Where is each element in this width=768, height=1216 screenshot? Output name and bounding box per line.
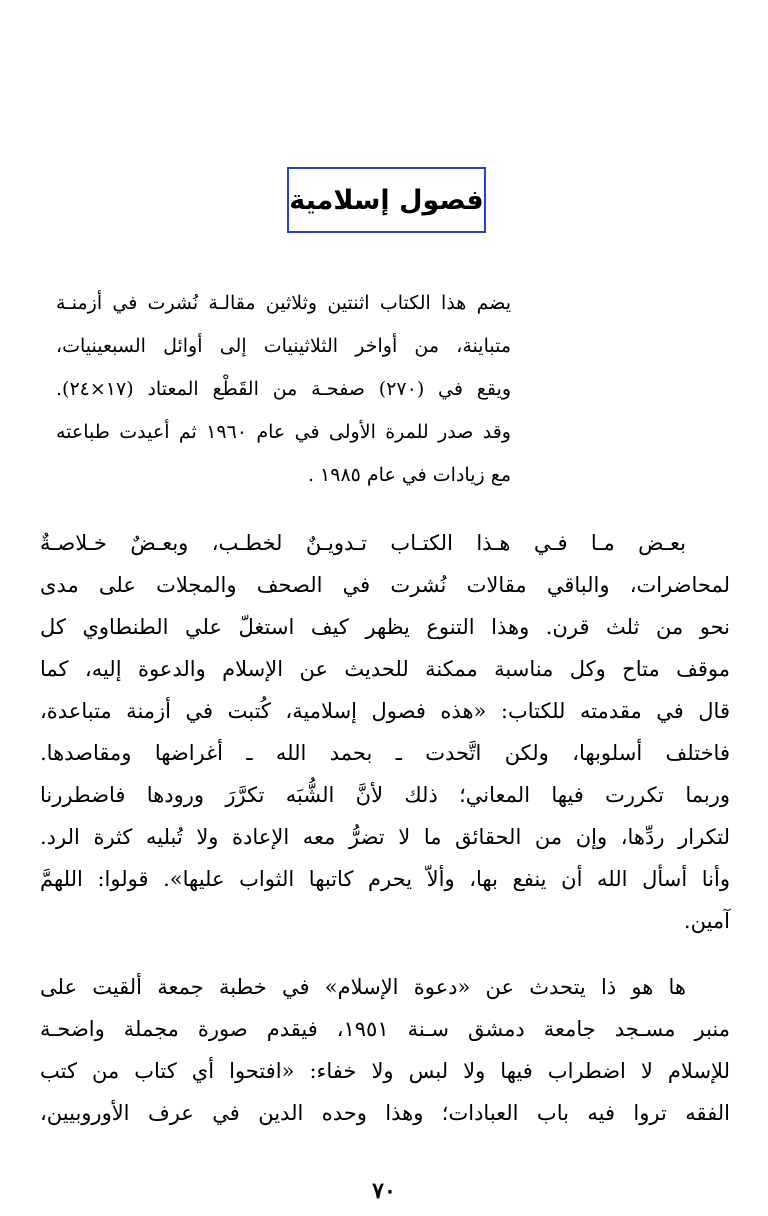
summary-line: وقد صدر للمرة الأولى في عام ١٩٦٠ ثم أعيدت طباعته xyxy=(56,421,511,443)
paragraph-line: بعـض مـا فـي هـذا الكتـاب تـدويـنٌ لخطـب، وبعـضٌ خـلاصـةٌ xyxy=(40,531,686,555)
paragraph-line: وأنا أسأل الله أن ينفع بها، وألاّ يحرم كاتبها الثواب عليها». قولوا: اللهمَّ xyxy=(40,867,730,891)
paragraph-gap xyxy=(40,942,730,966)
paragraph-2 xyxy=(40,966,730,1134)
paragraph-line: نحو من ثلث قرن. وهذا التنوع يظهر كيف استغلّ علي الطنطاوي كل xyxy=(40,615,730,639)
summary-line: مع زيادات في عام ١٩٨٥ . xyxy=(307,464,511,486)
paragraph-line: للإسلام لا اضطراب فيها ولا لبس ولا خفاء: «افتحوا أي كتاب من كتب xyxy=(40,1059,730,1083)
summary-line: يضم هذا الكتاب اثنتين وثلاثين مقالـة نُشرت في أزمنـة xyxy=(56,292,511,314)
paragraph-line: وربما تكررت فيها المعاني؛ ذلك لأنَّ الشُّبَه تكرَّرَ ورودها فاضطررنا xyxy=(40,783,730,807)
paragraph-line: موقف متاح وكل مناسبة ممكنة للحديث عن الإسلام والدعوة إليه، كما xyxy=(40,657,730,681)
chapter-title: فصول إسلامية xyxy=(289,184,484,216)
paragraph-1 xyxy=(40,522,730,942)
paragraph-line: لمحاضرات، والباقي مقالات نُشرت في الصحف والمجلات على مدى xyxy=(40,573,730,597)
book-summary xyxy=(56,282,511,497)
paragraph-line: ها هو ذا يتحدث عن «دعوة الإسلام» في خطبة جمعة ألقيت على xyxy=(40,975,686,999)
paragraph-line: فاختلف أسلوبها، ولكن اتَّحدت ـ بحمد الله ـ أغراضها ومقاصدها. xyxy=(40,741,730,765)
body-text xyxy=(40,522,730,1134)
summary-line: متباينة، من أواخر الثلاثينيات إلى أوائل السبعينيات، xyxy=(56,335,511,357)
paragraph-line: آمين. xyxy=(683,909,730,933)
paragraph-line: قال في مقدمته للكتاب: «هذه فصول إسلامية، كُتبت في أزمنة متباعدة، xyxy=(40,699,730,723)
paragraph-line: منبر مسـجد جامعة دمشق سـنة ١٩٥١، فيقدم صورة مجملة واضحـة xyxy=(40,1017,730,1041)
paragraph-line: لتكرار ردِّها، وإن من الحقائق ما لا تضرُّ معه الإعادة ولا تُبليه كثرة الرد. xyxy=(40,825,730,849)
page-number: ٧٠ xyxy=(372,1178,396,1204)
chapter-title-box xyxy=(287,167,486,233)
paragraph-line: الفقه تروا فيه باب العبادات؛ وهذا وحده الدين في عرف الأوروبيين، xyxy=(40,1101,730,1125)
summary-line: ويقع في (٢٧٠) صفحـة من القَطْع المعتاد (١٧×٢٤). xyxy=(56,378,511,400)
